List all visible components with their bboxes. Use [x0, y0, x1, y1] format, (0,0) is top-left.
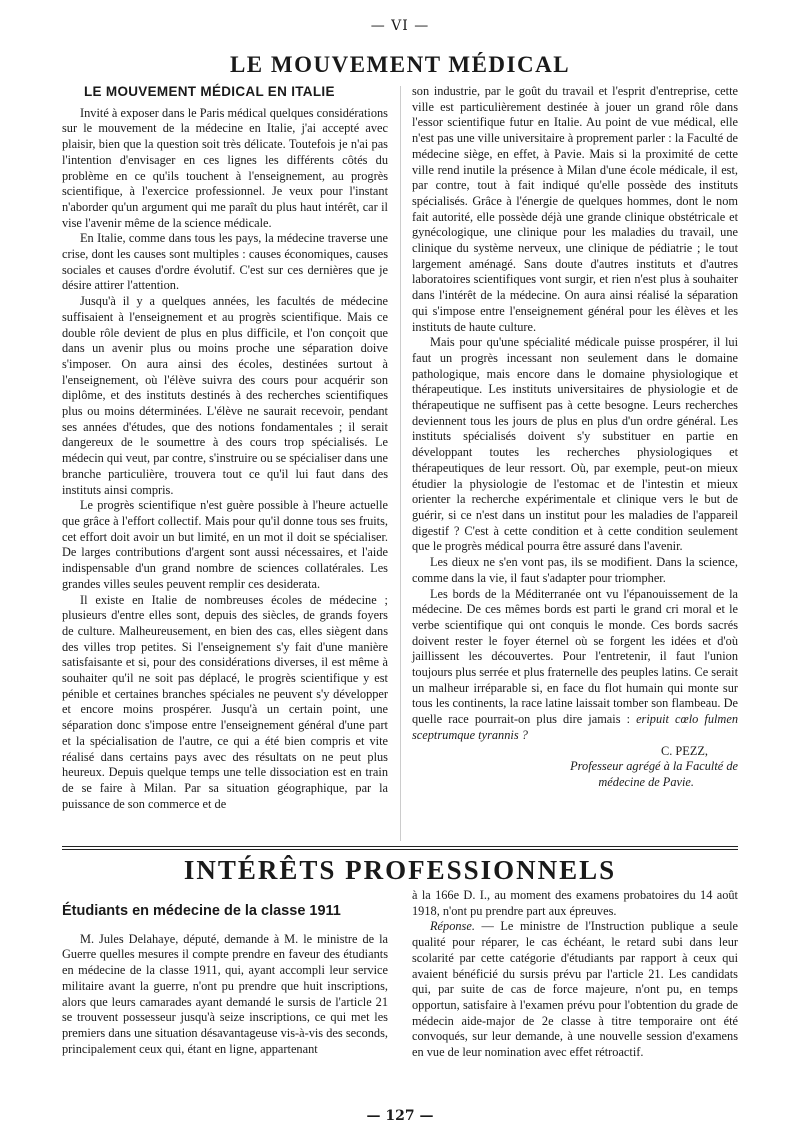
author-title-line2: médecine de Pavie. [598, 774, 694, 789]
paragraph: son industrie, par le goût du travail et l'esprit d'entreprise, cette ville est particulièrement destinée à jouer un grand rôle dans l'essor scientifique futur en Italie. Au point de vue médical, elle n'est pas une ville universitaire à proprement parler : la Faculté de médecine siège, en effet, à Pavie. Mais si la proximité de cette ville rend inutile la présence à Milan d'une école médicale, il est, par contre, tout à fait indiqué qu'elle possède des instituts spécialisés. Grâce à l'énergie de quelques hommes, dont le nom fait autorité, elle possède déjà une grande clinique obstétricale et gynécologique, une clinique pour les maladies du travail, une clinique du système nerveux, une clinique de pédiatrie ; le tout largement aménagé. Sans doute d'autres instituts et d'autres laboratoires scientifiques vont surgir, et rien n'est plus à souhaiter dans l'intérêt de la médecine. On aura ainsi réalisé la séparation qui s'impose entre l'enseignement général pour les élèves et les instituts de haute culture. [412, 84, 738, 334]
paragraph [412, 587, 738, 744]
paragraph [412, 919, 738, 1060]
latin-quote: eripuit cœlo fulmen sceptrumque tyrannis ? [412, 712, 738, 742]
paragraph: Le progrès scientifique n'est guère possible à l'heure actuelle que grâce à l'effort collectif. Mais pour qu'il donne tous ses fruits, cet effort doit avoir un but limité, en un mot il doit se spécialiser. De larges contributions d'argent sont aussi nécessaires, et l'aide indispensable d'un grand nombre de sciences collatérales. Les grandes villes seules peuvent remplir ces desiderata. [62, 498, 388, 591]
article1-heading: LE MOUVEMENT MÉDICAL EN ITALIE [84, 84, 335, 99]
paragraph: En Italie, comme dans tous les pays, la médecine traverse une crise, dont les causes sont multiples : causes économiques, causes sociales et causes d'ordre évolutif. C'est sur ces dernières que je désire attirer l'attention. [62, 231, 388, 293]
paragraph: M. Jules Delahaye, député, demande à M. le ministre de la Guerre quelles mesures il compte prendre en faveur des étudiants en médecine de la classe 1911, qui, ayant accompli leur service militaire avant la guerre, n'ont pu prendre que huit inscriptions, alors que leurs camarades ayant demandé le sursis de l'article 21 se trouvent possesseur jusqu'à seize inscriptions, ce qui met les premiers dans une situation désavantageuse vis-à-vis des seconds, principalement ceux qui, étant en ligne, appartenant [62, 931, 388, 1056]
article1-column-right [412, 84, 738, 791]
paragraph: Les dieux ne s'en vont pas, ils se modifient. Dans la science, comme dans la vie, il faut s'adapter pour triompher. [412, 555, 738, 585]
running-head: — VI — [370, 18, 430, 34]
column-separator [400, 86, 401, 841]
paragraph-text: Les bords de la Méditerranée ont vu l'épanouissement de la médecine. De ces mêmes bords est parti le grand cri moral et le verbe scientifique qui ont conquis le monde. Ces bords sacrés doivent rester le foyer éternel où se forgent les idées et d'où jaillissent les découvertes. Pour l'entretenir, il faut l'union toujours plus serrée et plus fraternelle des peuples latins. Ce serait un malheur irréparable si, en face du flot humain qui monte sur tous les continents, la race latine laissait tomber son flambeau. De quelle race pourrait-on plus dire jamais : [412, 586, 738, 727]
section-divider [62, 846, 738, 847]
paragraph: Mais pour qu'une spécialité médicale puisse prospérer, il lui faut un progrès incessant non seulement dans le domaine pathologique, mais encore dans le domaine physiologique et thérapeutique. Les instituts universitaires de physiologie et de thérapeutique ne suffisent pas à cette besogne. Leurs recherches deviennent tous les jours de plus en plus d'un ordre général. Les instituts spécialisés doivent s'y substituer en partie en développant toutes les recherches physiologiques et thérapeutiques de leur ressort. Où, par exemple, peut-on mieux étudier la physiologie de l'estomac et de l'intestin et mieux orienter la recherche expérimentale et clinique vers le but de guérir, si ce n'est dans un institut pour les maladies de l'appareil digestif ? C'est à cette condition et à cette condition seulement que le progrès médical pourra être assuré dans l'avenir. [412, 335, 738, 554]
section-divider-double [62, 849, 738, 850]
paragraph: à la 166e D. I., au moment des examens probatoires du 14 août 1918, n'ont pu prendre part aux épreuves. [412, 888, 738, 918]
page-number: — 127 — [366, 1108, 434, 1124]
author-title-line1: Professeur agrégé à la Faculté de [570, 759, 738, 774]
article1-column-left [62, 84, 388, 812]
reply-label: Réponse. [430, 919, 475, 934]
section-title: INTÉRÊTS PROFESSIONNELS [183, 855, 617, 885]
masthead: LE MOUVEMENT MÉDICAL [229, 52, 571, 77]
paragraph: Jusqu'à il y a quelques années, les facultés de médecine suffisaient à l'enseignement et au progrès scientifique. Mais ce double rôle devient de plus en plus difficile, et l'on conçoit que dans un avenir plus ou moins proche une séparation doive s'imposer. On aura ainsi des écoles, destinées surtout à l'enseignement, où l'élève suivra des cours pour acquérir son diplôme, et des instituts destinés à des recherches scientifiques plus ou moins déterminées. L'élève ne saurait recevoir, pendant ses années d'études, que des notions fondamentales ; il serait dangereux de le soumettre à des cours trop spécialisés. Le médecin qui veut, par contre, s'instruire ou se spécialiser dans une branche particulière, trouvera tout ce qu'il lui faut dans des instituts ainsi compris. [62, 294, 388, 497]
author-signature: C. PEZZ, [661, 743, 708, 758]
article2-column-left [62, 904, 388, 1057]
paragraph: Invité à exposer dans le Paris médical quelques considérations sur le mouvement de la médecine en Italie, j'ai accepté avec plaisir, bien que la question soit très délicate. Toutefois je n'ai pas l'intention d'envisager en ces lignes les différents côtés du problème en ce qu'ils touchent à l'enseignement, au progrès scientifique, à l'exercice professionnel. Je veux pour l'instant n'aborder qu'un argument qui me paraît du plus haut intérêt, car il vise l'avenir même de la science médicale. [62, 105, 388, 230]
article2-heading: Étudiants en médecine de la classe 1911 [62, 903, 341, 919]
paragraph: Il existe en Italie de nombreuses écoles de médecine ; plusieurs d'entre elles sont, depuis des siècles, de grands foyers de culture. Malheureusement, en bien des cas, elles siègent dans des villes trop petites. Si l'enseignement s'y fait d'une manière satisfaisante et si, pour des considérations diverses, il est même à souhaiter qu'il ne soit pas déplacé, le progrès scientifique y est pénible et certaines branches spéciales ne peuvent s'y développer et encore moins prospérer. Jusqu'à un certain point, une séparation donc s'impose entre l'enseignement général d'une part et la spécialisation de l'autre, ce qui a été bien compris et vite réalisé dans certains pays avec des résultats on ne peut plus heureux. Depuis quelque temps une telle dissociation est en train de se faire à Milan. Par sa situation géographique, par la puissance de son commerce et de [62, 592, 388, 811]
reply-text: — Le ministre de l'Instruction publique a seule qualité pour réparer, le cas échéant, le retard subi dans leur scolarité par cette catégorie d'étudiants par rapport à ceux qui avaient bénéficié du sursis prévu par l'article 21. Les candidats qui, par suite de cas de force majeure, n'ont pu, en temps opportun, satisfaire à l'examen prévu pour l'obtention du grade de médecin aide-major de 2e classe à titre temporaire ont été convoqués, sur leur demande, à une nouvelle session d'examens en vue de leur nomination avec effet rétroactif. [412, 919, 738, 1060]
article2-column-right [412, 888, 738, 1061]
